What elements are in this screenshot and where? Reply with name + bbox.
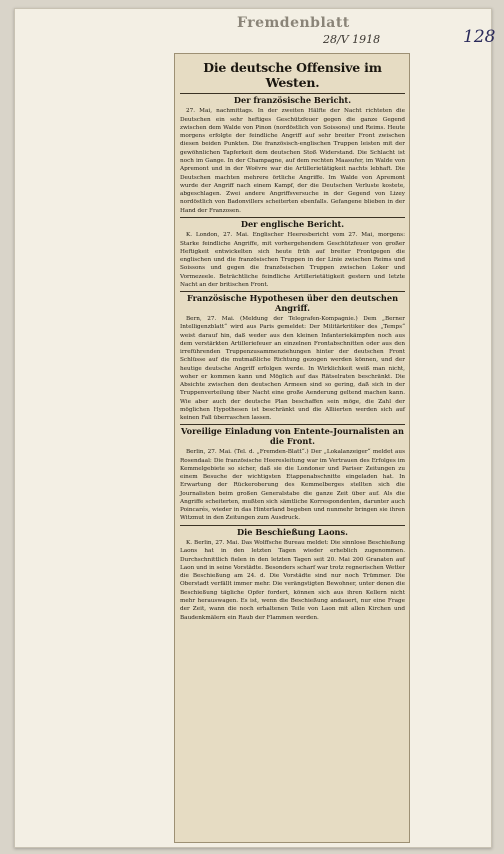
section-title-laon-bombardment: Die Beschießung Laons. bbox=[237, 526, 348, 537]
section-divider bbox=[180, 217, 405, 218]
section-divider bbox=[180, 424, 405, 425]
section-body-english-report: K. London, 27. Mai. Englischer Heeresbericht vom 27. Mai, morgens: Starke feindliche Angriffe, mit vorhergehendem Geschützfeuer von großer Heftigkeit entwickelten sich heute früh auf breiter Frontgegen die englischen und die französischen Truppen in der Linie zwischen Reims und Soissons und gegen die französischen Truppen zwischen Loker und Vormezeele. Beträchtliche feindliche Artillerietätigkeit gestern und letzte Nacht an der britischen Front. bbox=[180, 232, 405, 288]
section-body-laon-bombardment: K. Berlin, 27. Mai. Das Wolffsche Bureau meldet: Die sinnlose Beschießung Laons hat in den letzten Tagen wieder erheblich zugenommen. Durchschnittlich fielen in den letzten Tagen seit 20. Mai 200 Granaten auf Laon und in seine Vorstädte. Besonders scharf war trotz regnerischen Wetter die Beschießung am 24. d. Die Vorstädte sind nur noch Trümmer. Die Oberstadt verfällt immer mehr. Die verängstigten Bewohner, unter denen die Beschießung tägliche Opfer fordert, können sich aus ihren Kellern nicht mehr herauswagen. Es ist, wenn die Beschießung andauert, nur eine Frage der Zeit, wann die noch erhaltenen Teile von Laon mit allen Kirchen und Baudenkmälern ein Raub der Flammen werden. bbox=[180, 540, 405, 621]
section-body-french-report: 27. Mai, nachmittags. In der zweiten Hälfte der Nacht richteten die Deutschen ein sehr heftiges Geschützfeuer gegen die ganze Gegend zwischen dem Walde von Pinon (nordöstlich von Soissons) und Reims. Heute morgens erfolgte der feindliche Angriff auf sehr breiter Front zwischen diesen beiden Punkten. Die französisch-englischen Truppen leisten mit der gewöhnlichen Tapferkeit dem deutschen Stoß Widerstand. Die Schlacht ist noch im Gange. In der Champagne, auf dem rechten Maasufer, im Walde von Apremont und in der Woëvre war die Artillerietätigkeit nachts lebhaft. Die Deutschen machten mehrere örtliche Angriffe. Im Walde von Apremont wurde der Angriff nach einem Kampf, der die Deutschen Verluste kostete, abgeschlagen. Zwei andere Angriffsversuche in der Gegend von Lizey nordöstlich von Badonvillers scheiterten ebenfalls. Gefangene blieben in der Hand der Franzosen. bbox=[180, 108, 405, 214]
section-divider bbox=[180, 291, 405, 292]
newspaper-clipping bbox=[174, 53, 410, 843]
clipping-headline: Die deutsche Offensive im Westen. bbox=[203, 60, 382, 90]
headline-rule bbox=[180, 93, 405, 94]
section-divider bbox=[180, 525, 405, 526]
section-title-english-report: Der englische Bericht. bbox=[240, 218, 345, 229]
section-title-french-report: Der französische Bericht. bbox=[233, 95, 352, 105]
newspaper-masthead: Fremdenblatt bbox=[237, 15, 350, 31]
section-body-entente-journalists: Berlin, 27. Mai. (Tel. d. „Fremden-Blatt“.) Der „Lokalanzeiger“ meldet aus Rosendaal: Die französische Heeresleitung war im Vertrauen des Erfolges im Kemmelgebiete so sicher, daß sie die Londoner und Pariser Zeitungen zu einem Besuche der wichtigsten Etappenabschnitte eingeladen hat. In Erwartung der Rückeroberung des Kemmelberges stellten sich die Journalisten beim großen Generalstabe die ganze Zeit über auf. Als die Angriffe scheiterten, mußten sich sämtliche Korrespondenten, darunter auch Poincarés, wieder in das Hinterland begeben und nunmehr bringen sie ihren Witzmut in den Zeitungen zum Ausdruck. bbox=[180, 449, 405, 522]
archive-sheet bbox=[14, 8, 496, 848]
section-title-french-hypotheses: Französische Hypothesen über den deutschen Angriff. bbox=[186, 293, 399, 313]
section-title-entente-journalists: Voreilige Einladung von Entente-Journalisten an die Front. bbox=[181, 426, 404, 446]
section-body-french-hypotheses: Bern, 27. Mai. (Meldung der Telegrafen-Kompagnie.) Dem „Berner Intelligenzblatt“ wird aus Paris gemeldet: Der Militärkritiker des „Temps“ weist darauf hin, daß weder aus den kleinen Infanteriekämpfen noch aus dem verstärkten Artilleriefeuer an einzelnen Frontabschnitten oder aus den irreführenden Truppenzusammenziehungen hinter der deutschen Front Schlüsse auf die mutmaßliche Richtung gezogen werden können, und der heutige deutsche Angriff erfolgen werde. In Wirklichkeit weiß man nicht, woher er kommen kann und Möglich auf das Rätselraten beschränkt. Die Absichte zwischen den deutschen Armeen sind so gering, daß sich in der Truppenverteilung über Nacht eine große Aenderung geltend machen kann. Wie aber auch der deutsche Plan beschaffen sein möge, die Zahl der möglichen Hypothesen ist beschränkt und die Alliierten werden sich auf keinen Fall überraschen lassen. bbox=[180, 316, 405, 422]
archive-number: 128 bbox=[463, 27, 496, 47]
handwritten-date: 28/V 1918 bbox=[323, 33, 381, 46]
